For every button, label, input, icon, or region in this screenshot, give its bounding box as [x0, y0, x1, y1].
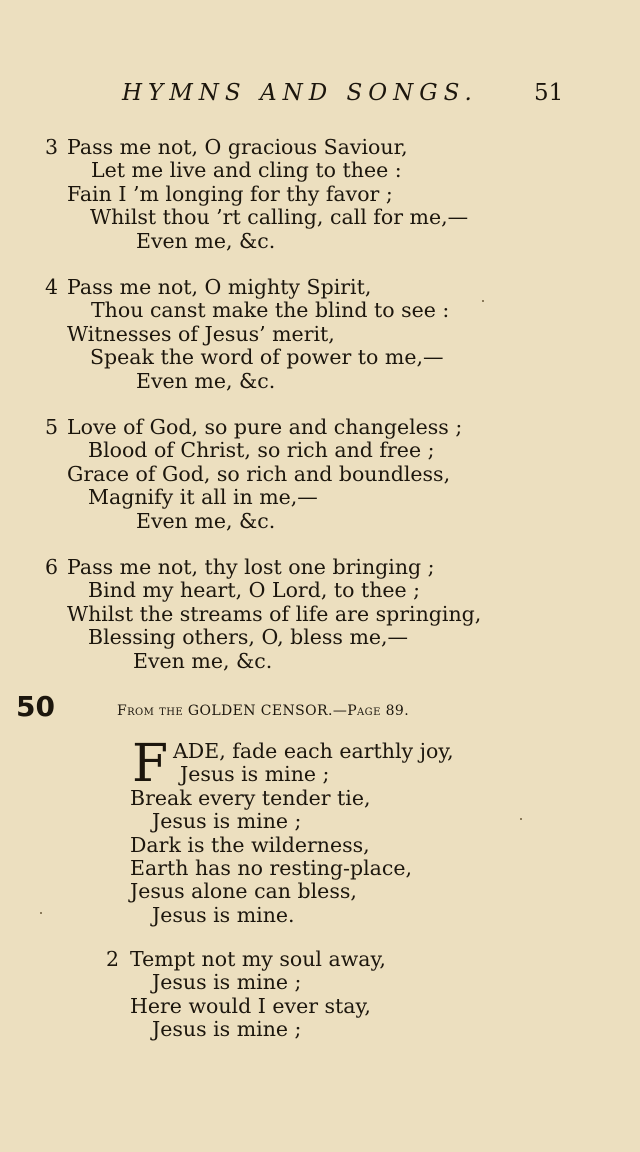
- source-prefix: From the: [117, 703, 184, 719]
- stanza-line: Whilst the streams of life are springing,: [67, 601, 482, 626]
- stanza-4: [45, 276, 449, 393]
- stanza-line: Even me, &c.: [133, 648, 273, 673]
- stanza-line: Grace of God, so rich and boundless,: [67, 461, 451, 486]
- paper-speck: [520, 818, 522, 820]
- stanza-line: Let me live and cling to thee :: [91, 158, 402, 183]
- stanza-number: 5: [45, 415, 59, 439]
- running-header: HYMNS AND SONGS.: [122, 80, 478, 106]
- stanza-5: [45, 416, 462, 533]
- stanza-line: Magnify it all in me,—: [88, 485, 318, 510]
- stanza-line: Jesus is mine ;: [152, 1017, 302, 1042]
- stanza-line: 5 Love of God, so pure and changeless ;: [45, 415, 463, 439]
- stanza-line: Fain I ’m longing for thy favor ;: [67, 181, 393, 206]
- hymn-50-stanza-1: [130, 734, 454, 927]
- stanza-6: [45, 556, 481, 673]
- stanza-line: Blessing others, O, bless me,—: [88, 625, 409, 650]
- stanza-number: 4: [45, 275, 59, 299]
- stanza-line: Break every tender tie,: [130, 785, 371, 810]
- paper-speck: [482, 300, 484, 302]
- stanza-line: Witnesses of Jesus’ merit,: [67, 321, 335, 346]
- stanza-number: 3: [45, 135, 59, 159]
- paper-speck: [40, 912, 42, 914]
- stanza-line: Here would I ever stay,: [130, 993, 371, 1018]
- page-number: 51: [534, 80, 564, 106]
- stanza-line: Even me, &c.: [136, 508, 276, 533]
- stanza-line: Bind my heart, O Lord, to thee ;: [88, 578, 421, 603]
- stanza-line: Blood of Christ, so rich and free ;: [88, 438, 435, 463]
- stanza-line: Thou canst make the blind to see :: [91, 298, 450, 323]
- stanza-line: Jesus is mine ;: [152, 809, 302, 834]
- stanza-line: 6 Pass me not, thy lost one bringing ;: [45, 555, 435, 579]
- stanza-line: Speak the word of power to me,—: [90, 345, 444, 370]
- stanza-line: 2 Tempt not my soul away,: [106, 947, 386, 971]
- stanza-number: 2: [106, 947, 120, 971]
- stanza-line: Jesus alone can bless,: [130, 879, 357, 904]
- stanza-line: Dark is the wilderness,: [130, 832, 370, 857]
- hymn-50-stanza-2: [106, 948, 386, 1042]
- stanza-3: [45, 136, 468, 253]
- stanza-number: 6: [45, 555, 59, 579]
- stanza-line: Even me, &c.: [136, 368, 276, 393]
- hymn-source: [117, 703, 409, 719]
- stanza-line: 4 Pass me not, O mighty Spirit,: [45, 275, 372, 299]
- stanza-line: ADE, fade each earthly joy,: [173, 739, 454, 763]
- stanza-line: Jesus is mine ;: [152, 970, 302, 995]
- stanza-line: Jesus is mine.: [152, 902, 295, 927]
- source-name: GOLDEN CENSOR.—: [187, 703, 348, 719]
- stanza-line: 3 Pass me not, O gracious Saviour,: [45, 135, 408, 159]
- stanza-line: Earth has no resting-place,: [130, 856, 412, 881]
- stanza-line: Whilst thou ’rt calling, call for me,—: [90, 205, 469, 230]
- hymn-number: 50: [16, 690, 55, 723]
- drop-cap: F: [132, 734, 169, 794]
- stanza-line: Even me, &c.: [136, 228, 276, 253]
- stanza-line: Jesus is mine ;: [180, 762, 330, 787]
- source-page: Page 89.: [347, 703, 410, 719]
